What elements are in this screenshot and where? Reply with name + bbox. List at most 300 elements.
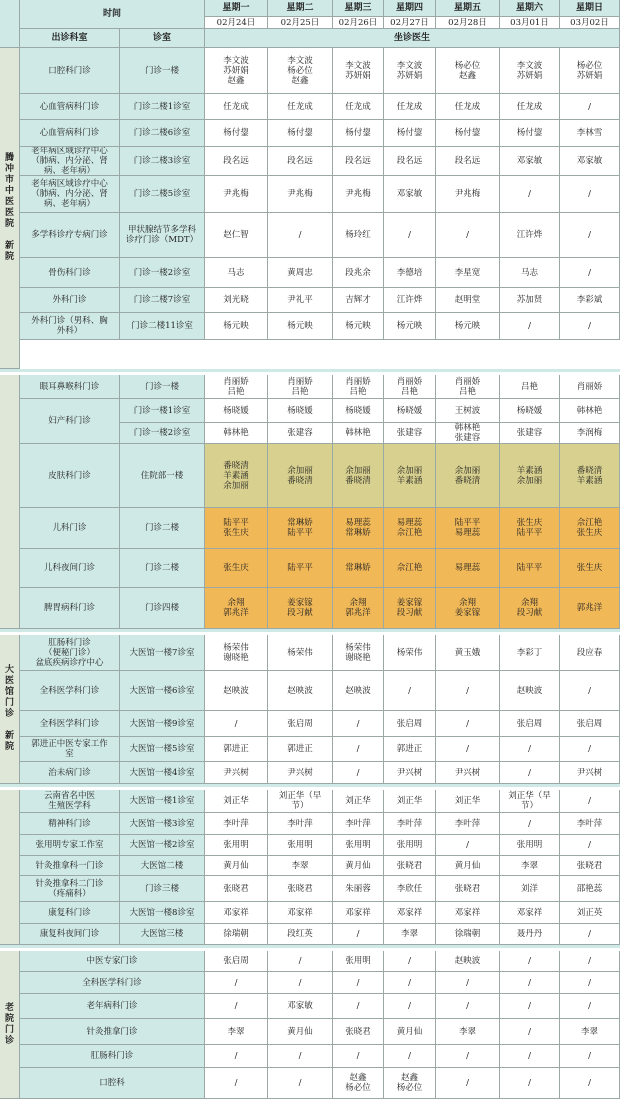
doctor-cell: 刘正华 bbox=[384, 790, 436, 813]
dept-name: 心血管病科门诊 bbox=[20, 94, 120, 120]
doctor-cell: 邓家祥 bbox=[205, 902, 268, 924]
dept-name: 精神科门诊 bbox=[20, 813, 120, 835]
doctor-cell: 黄月仙 bbox=[268, 1019, 333, 1045]
doctor-cell: / bbox=[560, 835, 620, 856]
doctor-cell: 杨荣伟 谢晓艳 bbox=[333, 635, 384, 671]
doctor-cell: / bbox=[436, 1068, 500, 1099]
doctor-cell: 吕艳 bbox=[500, 375, 560, 399]
doctor-cell: 杨付鋆 bbox=[384, 120, 436, 147]
doctor-cell: 邓家祥 bbox=[500, 902, 560, 924]
corner-cell bbox=[0, 0, 20, 48]
doctor-cell: / bbox=[560, 94, 620, 120]
doctor-cell: 陆平平 bbox=[500, 549, 560, 588]
doctor-cell: 易理蕊 bbox=[436, 549, 500, 588]
doctor-cell: 苏加贤 bbox=[500, 288, 560, 313]
doctor-cell: 姜家镓 段习献 bbox=[268, 588, 333, 629]
doctor-cell: / bbox=[500, 1019, 560, 1045]
doctor-cell: 张晓君 bbox=[384, 856, 436, 876]
doctor-cell: 张生庆 bbox=[205, 549, 268, 588]
dept-name: 皮肤科门诊 bbox=[20, 444, 120, 508]
doctor-cell: / bbox=[500, 1045, 560, 1068]
doctor-cell: / bbox=[384, 972, 436, 994]
doctor-cell: 张启周 bbox=[560, 711, 620, 737]
doctor-cell: / bbox=[560, 1068, 620, 1099]
doctor-cell: 赵仁智 bbox=[205, 213, 268, 258]
doctor-cell: 李星宽 bbox=[436, 258, 500, 288]
doctor-cell: 赵明堂 bbox=[436, 288, 500, 313]
doctor-cell: 马志 bbox=[205, 258, 268, 288]
doctor-cell: 陆平平 bbox=[268, 549, 333, 588]
doctor-cell: 刘正英 bbox=[560, 902, 620, 924]
dept-name: 心血管病科门诊 bbox=[20, 120, 120, 147]
doctor-cell: / bbox=[205, 994, 268, 1019]
doctor-cell: 杨晓媛 bbox=[333, 399, 384, 423]
doctor-cell: 番晓清 羊素涵 余加丽 bbox=[205, 444, 268, 508]
doctor-cell: 赵映波 bbox=[205, 671, 268, 711]
doctor-cell: 李文波 苏妍娟 赵鑫 bbox=[205, 48, 268, 94]
doctor-cell: / bbox=[500, 951, 560, 972]
doctor-cell: / bbox=[500, 762, 560, 784]
doctor-cell: 李翠 bbox=[205, 1019, 268, 1045]
doctor-cell: 杨付鋆 bbox=[500, 120, 560, 147]
doctor-cell: / bbox=[436, 994, 500, 1019]
day-date: 02月25日 bbox=[268, 17, 333, 29]
room-name: 门诊二楼5诊室 bbox=[120, 176, 205, 213]
doctor-cell: / bbox=[500, 994, 560, 1019]
doctor-cell: / bbox=[560, 924, 620, 945]
doctor-cell: 韩林艳 bbox=[333, 423, 384, 444]
day-date: 02月28日 bbox=[436, 17, 500, 29]
doctor-cell: / bbox=[560, 671, 620, 711]
doctor-cell: 朱丽蓉 bbox=[333, 876, 384, 902]
dept-name: 郭进正中医专家工作 室 bbox=[20, 737, 120, 762]
doctor-cell: 郭进正 bbox=[384, 737, 436, 762]
doctor-cell: 段名远 bbox=[205, 147, 268, 176]
room-name: 大医馆三楼 bbox=[120, 924, 205, 945]
doctor-cell: 张用明 bbox=[205, 835, 268, 856]
doctor-cell: 段红英 bbox=[268, 924, 333, 945]
doctor-cell: 黄玉娥 bbox=[436, 635, 500, 671]
doctor-cell: / bbox=[560, 176, 620, 213]
doctor-cell: 段名远 bbox=[384, 147, 436, 176]
dept-name: 康复科门诊 bbox=[20, 902, 120, 924]
doctor-cell: 赵映波 bbox=[500, 671, 560, 711]
doctor-cell: / bbox=[384, 994, 436, 1019]
doctor-cell: 邓家敏 bbox=[500, 147, 560, 176]
doctor-cell: 邵艳蕊 bbox=[560, 876, 620, 902]
doctor-cell: 杨元映 bbox=[436, 313, 500, 340]
doctor-cell: 杨晓媛 bbox=[384, 399, 436, 423]
doctor-cell: / bbox=[333, 1045, 384, 1068]
doctor-cell: 李林雪 bbox=[560, 120, 620, 147]
dept-name: 骨伤科门诊 bbox=[20, 258, 120, 288]
doctor-cell: 邓家敏 bbox=[384, 176, 436, 213]
doctor-cell: 张生庆 bbox=[560, 549, 620, 588]
doctor-cell: 肖丽娇 吕艳 bbox=[333, 375, 384, 399]
doctor-cell: 段名远 bbox=[268, 147, 333, 176]
doctor-cell: 尹兆梅 bbox=[205, 176, 268, 213]
doctor-cell: 刘正华（早 节） bbox=[268, 790, 333, 813]
doctor-cell: 段名远 bbox=[436, 147, 500, 176]
dept-name: 针灸推拿门诊 bbox=[20, 1019, 205, 1045]
section-label bbox=[0, 375, 20, 629]
doctor-cell: 郭进正 bbox=[205, 737, 268, 762]
doctor-cell: 段应春 bbox=[560, 635, 620, 671]
doctor-cell: 易理蕊 常琳娇 bbox=[333, 508, 384, 549]
doctor-cell: 常琳娇 陆平平 bbox=[268, 508, 333, 549]
doctor-cell: 杨元映 bbox=[384, 313, 436, 340]
dept-name: 口腔科门诊 bbox=[20, 48, 120, 94]
doctor-cell: 尹兴树 bbox=[436, 762, 500, 784]
doctor-cell: 尹兴树 bbox=[205, 762, 268, 784]
doctor-cell: 赵映波 bbox=[333, 671, 384, 711]
doctor-cell: 韩林艳 张建容 bbox=[436, 423, 500, 444]
room-name: 住院部一楼 bbox=[120, 444, 205, 508]
dept-name: 老年病区域诊疗中心 （肺病、内分泌、肾 病、老年病） bbox=[20, 176, 120, 213]
doctor-cell: 李润梅 bbox=[560, 423, 620, 444]
doctor-cell: / bbox=[560, 737, 620, 762]
doctor-cell: / bbox=[333, 924, 384, 945]
doctor-cell: 李翠 bbox=[500, 856, 560, 876]
doctor-cell: 尹兆梅 bbox=[436, 176, 500, 213]
day-name: 星期五 bbox=[436, 0, 500, 17]
section-label: 大医馆门诊 新院 bbox=[0, 635, 20, 784]
doctor-cell: 余加丽 羊素涵 bbox=[384, 444, 436, 508]
doctor-cell: 杨付鋆 bbox=[268, 120, 333, 147]
doctor-cell: 黄月仙 bbox=[205, 856, 268, 876]
doctor-cell: 杨荣伟 bbox=[268, 635, 333, 671]
time-header: 时间 bbox=[20, 0, 205, 29]
section-separator bbox=[0, 945, 620, 948]
doctor-cell: 黄月仙 bbox=[333, 856, 384, 876]
doctor-cell: / bbox=[436, 835, 500, 856]
doctor-cell: 邓家敏 bbox=[560, 147, 620, 176]
doctor-cell: 羊素涵 余加丽 bbox=[500, 444, 560, 508]
doctor-cell: 赵鑫 杨必位 bbox=[384, 1068, 436, 1099]
doctor-cell: 李文波 苏妍娟 bbox=[500, 48, 560, 94]
doctor-cell: / bbox=[268, 951, 333, 972]
doctor-cell: 余翔 段习献 bbox=[500, 588, 560, 629]
doctor-cell: / bbox=[560, 258, 620, 288]
doctor-cell: 杨必位 赵鑫 bbox=[436, 48, 500, 94]
doctor-cell: 张晓君 bbox=[436, 876, 500, 902]
section-separator bbox=[0, 784, 620, 787]
doctor-cell: / bbox=[268, 1045, 333, 1068]
doctor-cell: 尹兆梅 bbox=[268, 176, 333, 213]
doctor-cell: 赵映波 bbox=[268, 671, 333, 711]
doctor-cell: 肖丽娇 bbox=[560, 375, 620, 399]
doctor-cell: 张生庆 陆平平 bbox=[500, 508, 560, 549]
day-name: 星期六 bbox=[500, 0, 560, 17]
doctor-cell: 刘正华 bbox=[333, 790, 384, 813]
doctor-cell: 邓家祥 bbox=[333, 902, 384, 924]
doctor-cell: 任龙成 bbox=[205, 94, 268, 120]
doctor-cell: 尹兴树 bbox=[268, 762, 333, 784]
doctor-cell: 肖丽娇 吕艳 bbox=[436, 375, 500, 399]
doctor-cell: / bbox=[500, 737, 560, 762]
doctor-cell: 尹兴树 bbox=[384, 762, 436, 784]
room-name: 门诊一楼 bbox=[120, 375, 205, 399]
doctor-cell: / bbox=[268, 1068, 333, 1099]
doctor-cell: 任龙成 bbox=[384, 94, 436, 120]
room-name: 门诊四楼 bbox=[120, 588, 205, 629]
room-name: 门诊二楼1诊室 bbox=[120, 94, 205, 120]
doctor-cell: 张晓君 bbox=[333, 1019, 384, 1045]
doctor-cell: / bbox=[436, 213, 500, 258]
doctor-cell: / bbox=[436, 1045, 500, 1068]
doctor-cell: / bbox=[205, 711, 268, 737]
doctor-cell: 韩林艳 bbox=[560, 399, 620, 423]
doctor-cell: 李叶萍 bbox=[333, 813, 384, 835]
doctor-cell: 任龙成 bbox=[333, 94, 384, 120]
doctor-cell: 李叶萍 bbox=[436, 813, 500, 835]
dept-name: 眼耳鼻喉科门诊 bbox=[20, 375, 120, 399]
doctor-cell: / bbox=[333, 737, 384, 762]
doctor-cell: / bbox=[436, 671, 500, 711]
doctor-cell: 余翔 郭兆洋 bbox=[205, 588, 268, 629]
doctor-cell: / bbox=[500, 813, 560, 835]
day-name: 星期二 bbox=[268, 0, 333, 17]
room-name: 大医馆一楼8诊室 bbox=[120, 902, 205, 924]
dept-name: 口腔科 bbox=[20, 1068, 205, 1099]
doctor-cell: 任龙成 bbox=[436, 94, 500, 120]
doctor-cell: 杨元映 bbox=[333, 313, 384, 340]
dept-name: 张用明专家工作室 bbox=[20, 835, 120, 856]
doctor-cell: 常琳娇 bbox=[333, 549, 384, 588]
section-label: 腾冲市中医医院 新院 bbox=[0, 48, 20, 369]
dept-column-header: 出诊科室 bbox=[20, 29, 120, 48]
doctor-cell: / bbox=[333, 762, 384, 784]
doctor-cell: 王树波 bbox=[436, 399, 500, 423]
doctor-cell: 邓家敏 bbox=[268, 994, 333, 1019]
room-name: 大医馆一楼1诊室 bbox=[120, 790, 205, 813]
room-name: 大医馆一楼9诊室 bbox=[120, 711, 205, 737]
doctor-cell: 李翠 bbox=[436, 1019, 500, 1045]
doctor-cell: 杨晓媛 bbox=[500, 399, 560, 423]
doctor-cell: 刘正华 bbox=[205, 790, 268, 813]
doctor-cell: / bbox=[560, 972, 620, 994]
doctor-cell: 黄周忠 bbox=[268, 258, 333, 288]
doctor-cell: 聂丹丹 bbox=[500, 924, 560, 945]
doctor-cell: / bbox=[333, 972, 384, 994]
room-name: 大医馆一楼3诊室 bbox=[120, 813, 205, 835]
doctor-cell: 杨荣伟 bbox=[384, 635, 436, 671]
doctor-cell: 陆平平 易理蕊 bbox=[436, 508, 500, 549]
day-date: 03月02日 bbox=[560, 17, 620, 29]
doctor-cell: 张启周 bbox=[268, 711, 333, 737]
doctor-cell: 张晓君 bbox=[268, 876, 333, 902]
doctor-cell: 邓家祥 bbox=[384, 902, 436, 924]
doctor-cell: 李翠 bbox=[560, 1019, 620, 1045]
doctor-cell: 张用明 bbox=[384, 835, 436, 856]
doctor-cell: / bbox=[560, 313, 620, 340]
dept-name: 儿科门诊 bbox=[20, 508, 120, 549]
dept-name: 云南省名中医 生殖医学科 bbox=[20, 790, 120, 813]
doctor-cell: 赵映波 bbox=[436, 951, 500, 972]
doctor-cell: 张启周 bbox=[500, 711, 560, 737]
section-separator bbox=[0, 369, 620, 372]
doctor-cell: 张晓君 bbox=[205, 876, 268, 902]
doctor-cell: 尹兆梅 bbox=[333, 176, 384, 213]
doctor-cell: 徐瑞朝 bbox=[205, 924, 268, 945]
room-name: 门诊一楼2诊室 bbox=[120, 258, 205, 288]
doctor-cell: 李叶萍 bbox=[205, 813, 268, 835]
dept-name: 中医专家门诊 bbox=[20, 951, 205, 972]
doctor-cell: 李文波 苏妍娟 bbox=[384, 48, 436, 94]
doctor-cell: / bbox=[500, 972, 560, 994]
doctor-cell: / bbox=[436, 972, 500, 994]
room-name: 门诊三楼 bbox=[120, 876, 205, 902]
doctor-cell: 杨玲红 bbox=[333, 213, 384, 258]
doctor-cell: 杨付鋆 bbox=[205, 120, 268, 147]
room-name: 门诊二楼3诊室 bbox=[120, 147, 205, 176]
doctor-cell: / bbox=[384, 1045, 436, 1068]
doctor-cell: / bbox=[384, 213, 436, 258]
dept-name: 全科医学科门诊 bbox=[20, 711, 120, 737]
doctor-cell: 余加丽 番晓清 bbox=[268, 444, 333, 508]
doctor-cell: 肖丽娇 吕艳 bbox=[268, 375, 333, 399]
room-name: 大医馆一楼5诊室 bbox=[120, 737, 205, 762]
section-label: 老院门诊 bbox=[0, 951, 20, 1099]
doctor-cell: / bbox=[560, 951, 620, 972]
room-name: 门诊二楼 bbox=[120, 508, 205, 549]
doctor-cell: 余加丽 番晓清 bbox=[436, 444, 500, 508]
dept-name: 老年病区域诊疗中心 （肺病、内分泌、肾 病、老年病） bbox=[20, 147, 120, 176]
doctor-cell: / bbox=[205, 1045, 268, 1068]
day-name: 星期日 bbox=[560, 0, 620, 17]
doctor-cell: 李翠 bbox=[268, 856, 333, 876]
doctor-cell: / bbox=[560, 213, 620, 258]
doctor-cell: 李叶萍 bbox=[384, 813, 436, 835]
doctor-cell: 姜家镓 段习献 bbox=[384, 588, 436, 629]
doctor-cell: 李叶萍 bbox=[268, 813, 333, 835]
doctor-cell: 张启周 bbox=[384, 711, 436, 737]
room-name: 门诊二楼11诊室 bbox=[120, 313, 205, 340]
room-name: 甲状腺结节多学科 诊疗门诊（MDT） bbox=[120, 213, 205, 258]
doctor-cell: / bbox=[560, 790, 620, 813]
dept-name: 针灸推拿科二门诊 （疼痛科） bbox=[20, 876, 120, 902]
doctor-cell: 韩林艳 bbox=[205, 423, 268, 444]
doctor-cell: 张建容 bbox=[384, 423, 436, 444]
doctor-cell: 余加丽 番晓清 bbox=[333, 444, 384, 508]
dept-name: 全科医学科门诊 bbox=[20, 671, 120, 711]
room-name: 门诊二楼7诊室 bbox=[120, 288, 205, 313]
dept-name: 脾胃病科门诊 bbox=[20, 588, 120, 629]
room-name: 大医馆一楼4诊室 bbox=[120, 762, 205, 784]
dept-name: 治未病门诊 bbox=[20, 762, 120, 784]
doctor-cell: 任龙成 bbox=[268, 94, 333, 120]
room-name: 门诊二楼6诊室 bbox=[120, 120, 205, 147]
doctor-cell: 杨荣伟 谢晓艳 bbox=[205, 635, 268, 671]
dept-name: 外科门诊 bbox=[20, 288, 120, 313]
doctor-cell: 段名远 bbox=[333, 147, 384, 176]
dept-name: 多学科诊疗专病门诊 bbox=[20, 213, 120, 258]
section-separator bbox=[0, 629, 620, 632]
doctor-cell: 刘正华 bbox=[436, 790, 500, 813]
doctor-cell: / bbox=[205, 1068, 268, 1099]
doctor-cell: / bbox=[500, 313, 560, 340]
doctor-cell: 肖丽娇 吕艳 bbox=[384, 375, 436, 399]
day-name: 星期四 bbox=[384, 0, 436, 17]
doctor-cell: 张建容 bbox=[268, 423, 333, 444]
doctor-cell: 杨必位 苏妍娟 bbox=[560, 48, 620, 94]
doctor-cell: 赵鑫 杨必位 bbox=[333, 1068, 384, 1099]
doctor-cell: 段兆余 bbox=[333, 258, 384, 288]
day-date: 02月26日 bbox=[333, 17, 384, 29]
room-name: 大医馆一楼6诊室 bbox=[120, 671, 205, 711]
doctor-cell: 李文波 杨必位 赵鑫 bbox=[268, 48, 333, 94]
doctor-cell: 张用明 bbox=[333, 951, 384, 972]
doctor-cell: 余翔 郭兆洋 bbox=[333, 588, 384, 629]
doctor-cell: / bbox=[205, 972, 268, 994]
doctor-cell: 马志 bbox=[500, 258, 560, 288]
doctor-cell: 李彩丁 bbox=[500, 635, 560, 671]
doctor-cell: 张晓君 bbox=[560, 856, 620, 876]
doctor-cell: / bbox=[500, 1068, 560, 1099]
room-name: 门诊一楼2诊室 bbox=[120, 423, 205, 444]
doctor-cell: / bbox=[268, 972, 333, 994]
room-name: 门诊一楼 bbox=[120, 48, 205, 94]
doctor-cell: 杨晓媛 bbox=[205, 399, 268, 423]
day-name: 星期一 bbox=[205, 0, 268, 17]
room-column-header: 诊室 bbox=[120, 29, 205, 48]
doctor-cell: 易理蕊 佘江艳 bbox=[384, 508, 436, 549]
doctor-cell: 杨晓媛 bbox=[268, 399, 333, 423]
doctor-cell: 余翔 姜家镓 bbox=[436, 588, 500, 629]
doctor-cell: / bbox=[436, 737, 500, 762]
doctor-cell: 李文波 苏妍娟 bbox=[333, 48, 384, 94]
section-label bbox=[0, 790, 20, 945]
dept-name: 肛肠科门诊 bbox=[20, 1045, 205, 1068]
dept-name: 妇产科门诊 bbox=[20, 399, 120, 444]
doctor-cell: 杨付鋆 bbox=[333, 120, 384, 147]
doctor-cell: 李德培 bbox=[384, 258, 436, 288]
dept-name: 肛肠科门诊 （便秘门诊） 盆底疾病诊疗中心 bbox=[20, 635, 120, 671]
day-date: 02月24日 bbox=[205, 17, 268, 29]
day-date: 03月01日 bbox=[500, 17, 560, 29]
room-name: 门诊一楼1诊室 bbox=[120, 399, 205, 423]
doctor-cell: 佘江艳 bbox=[384, 549, 436, 588]
day-date: 02月27日 bbox=[384, 17, 436, 29]
doctor-cell: / bbox=[560, 994, 620, 1019]
doctor-cell: 黄月仙 bbox=[436, 856, 500, 876]
doctor-column-header: 坐诊医生 bbox=[205, 29, 620, 48]
room-name: 大医馆一楼7诊室 bbox=[120, 635, 205, 671]
doctor-cell: 张用明 bbox=[500, 835, 560, 856]
room-name: 门诊二楼 bbox=[120, 549, 205, 588]
doctor-cell: 肖丽娇 吕艳 bbox=[205, 375, 268, 399]
doctor-cell: 张建容 bbox=[500, 423, 560, 444]
doctor-cell: 任龙成 bbox=[500, 94, 560, 120]
doctor-cell: 郭进正 bbox=[268, 737, 333, 762]
doctor-cell: 张用明 bbox=[268, 835, 333, 856]
doctor-cell: 李翠 bbox=[384, 924, 436, 945]
doctor-cell: 郭兆洋 bbox=[560, 588, 620, 629]
doctor-cell: 杨元映 bbox=[205, 313, 268, 340]
room-name: 大医馆二楼 bbox=[120, 856, 205, 876]
dept-name: 全科医学科门诊 bbox=[20, 972, 205, 994]
doctor-cell: / bbox=[268, 213, 333, 258]
doctor-cell: 番晓清 羊素涵 bbox=[560, 444, 620, 508]
doctor-cell: 杨付鋆 bbox=[436, 120, 500, 147]
doctor-cell: 刘正华（早 节） bbox=[500, 790, 560, 813]
doctor-cell: 李叶萍 bbox=[560, 813, 620, 835]
doctor-cell: / bbox=[333, 711, 384, 737]
dept-name: 康复科夜间门诊 bbox=[20, 924, 120, 945]
doctor-cell: 李彩斌 bbox=[560, 288, 620, 313]
doctor-cell: / bbox=[333, 994, 384, 1019]
doctor-cell: 徐瑞朝 bbox=[436, 924, 500, 945]
